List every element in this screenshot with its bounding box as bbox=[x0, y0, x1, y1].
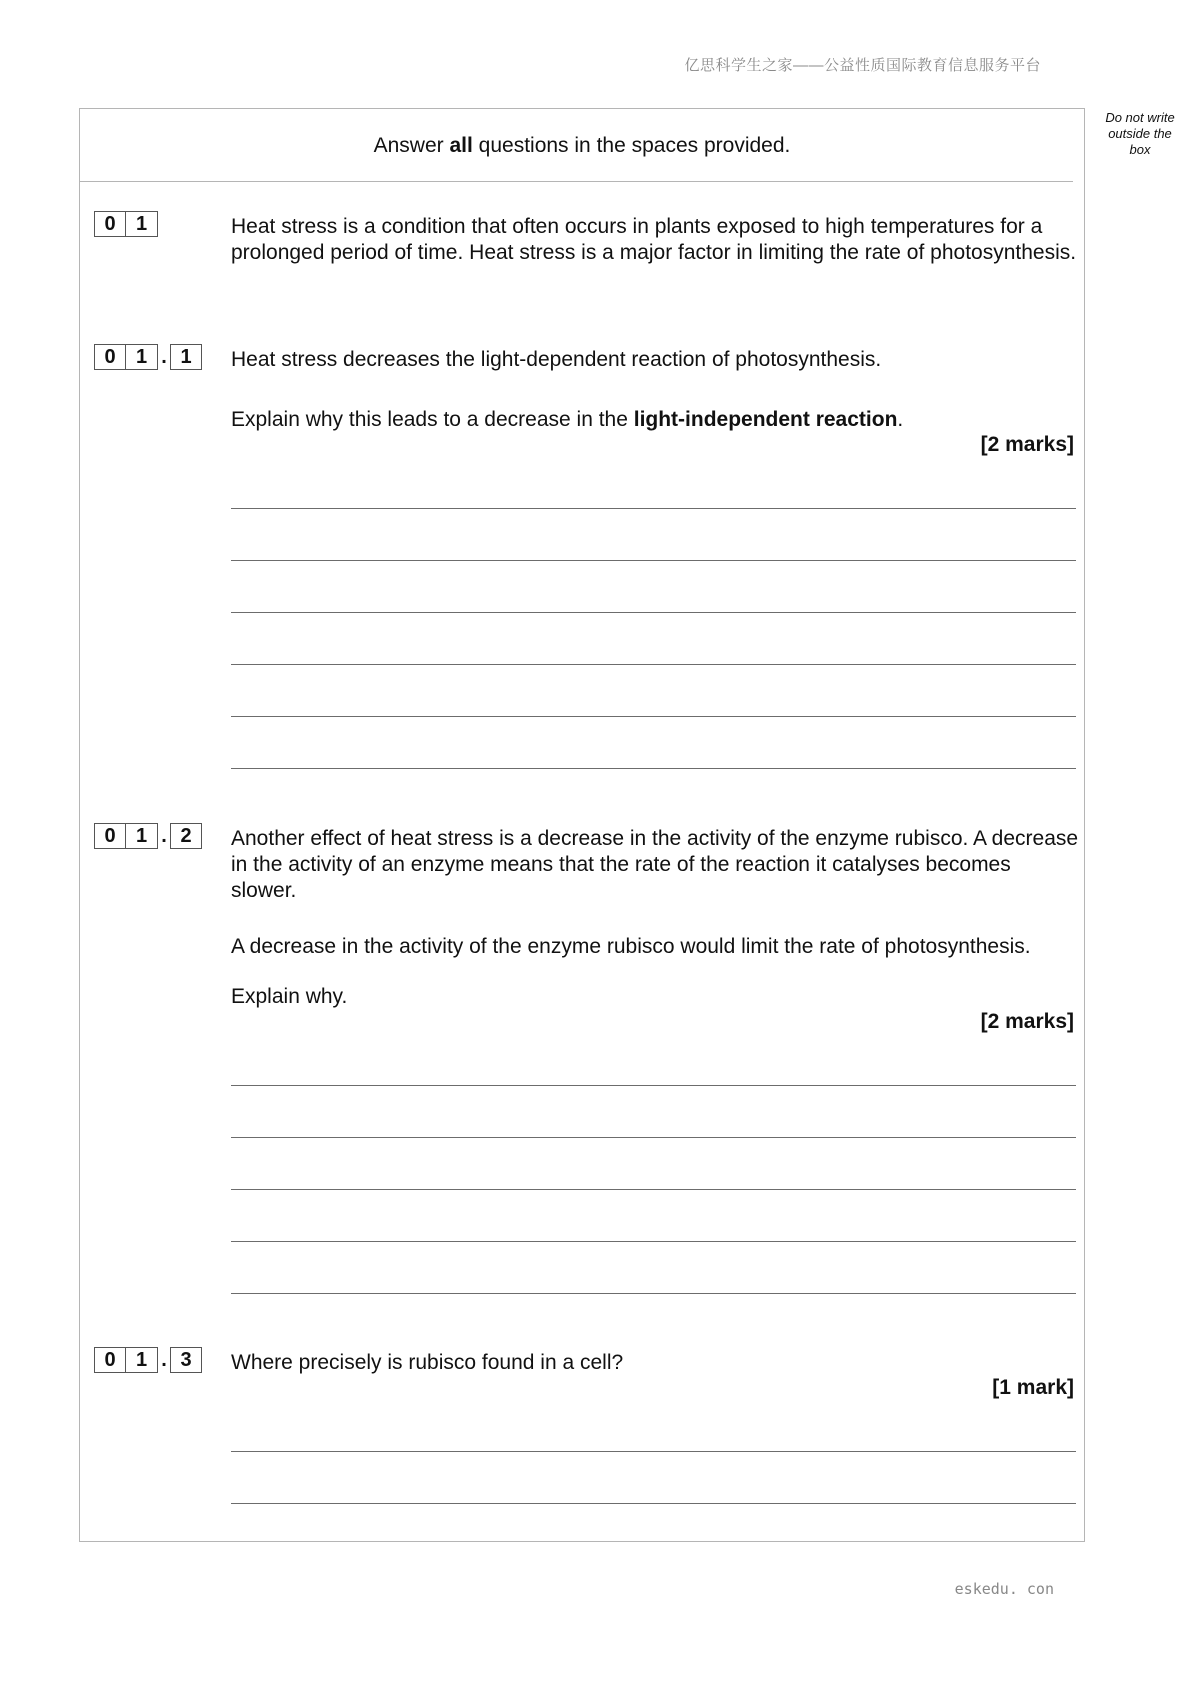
answer-line[interactable] bbox=[231, 1503, 1076, 1504]
answer-line[interactable] bbox=[231, 1293, 1076, 1294]
question-digit: 0 bbox=[94, 823, 126, 849]
instruction-post: questions in the spaces provided. bbox=[472, 134, 791, 157]
question-digit: 0 bbox=[94, 211, 126, 237]
answer-line[interactable] bbox=[231, 1451, 1076, 1452]
question-01-2-prompt: Explain why. bbox=[231, 985, 348, 1008]
question-digit: 1 bbox=[126, 344, 158, 370]
answer-line[interactable] bbox=[231, 1085, 1076, 1086]
prompt-post: . bbox=[897, 408, 904, 431]
question-digit: 2 bbox=[170, 823, 202, 849]
margin-note-line: box bbox=[1129, 142, 1151, 157]
margin-note-line: outside the bbox=[1108, 126, 1172, 141]
instruction-pre: Answer bbox=[373, 134, 450, 157]
prompt-bold: light-independent reaction bbox=[633, 408, 898, 431]
margin-note-line: Do not write bbox=[1105, 110, 1175, 125]
question-digit: 1 bbox=[126, 211, 158, 237]
question-number-01 bbox=[94, 211, 158, 237]
answer-line[interactable] bbox=[231, 716, 1076, 717]
answer-line[interactable] bbox=[231, 560, 1076, 561]
answer-line[interactable] bbox=[231, 1241, 1076, 1242]
answer-line[interactable] bbox=[231, 1137, 1076, 1138]
question-number-01-1 bbox=[94, 344, 202, 370]
question-01-2-text: Another effect of heat stress is a decrease in the activity of the enzyme rubisco. A decrease in the activity of an enzyme means that the rate of the reaction it catalyses becomes slower. bbox=[231, 827, 1079, 902]
question-01-1-prompt bbox=[231, 407, 1081, 433]
answer-line[interactable] bbox=[231, 508, 1076, 509]
question-digit: 0 bbox=[94, 1347, 126, 1373]
question-01-text: Heat stress is a condition that often occurs in plants exposed to high temperatures for a prolonged period of time. Heat stress is a major factor in limiting the rate of photosynthesis. bbox=[231, 215, 1077, 264]
instruction bbox=[79, 123, 1085, 183]
question-01-1-text: Heat stress decreases the light-dependent reaction of photosynthesis. bbox=[231, 348, 882, 371]
question-number-01-2 bbox=[94, 823, 202, 849]
question-digit: 3 bbox=[170, 1347, 202, 1373]
question-digit: 0 bbox=[94, 344, 126, 370]
margin-note bbox=[1094, 110, 1186, 158]
question-01-1-marks: [2 marks] bbox=[980, 433, 1074, 456]
header-site-note: 亿思科学生之家——公益性质国际教育信息服务平台 bbox=[684, 57, 1041, 74]
answer-line[interactable] bbox=[231, 612, 1076, 613]
question-dot: . bbox=[161, 824, 167, 847]
question-dot: . bbox=[161, 345, 167, 368]
footer-site: eskedu. con bbox=[954, 1580, 1054, 1598]
prompt-pre: Explain why this leads to a decrease in the bbox=[231, 408, 634, 431]
question-digit: 1 bbox=[170, 344, 202, 370]
question-01-3-marks: [1 mark] bbox=[992, 1376, 1074, 1399]
question-digit: 1 bbox=[126, 823, 158, 849]
question-01-3-text: Where precisely is rubisco found in a cell? bbox=[231, 1351, 624, 1374]
answer-line[interactable] bbox=[231, 664, 1076, 665]
instruction-bold: all bbox=[449, 134, 473, 157]
question-digit: 1 bbox=[126, 1347, 158, 1373]
question-01-2-marks: [2 marks] bbox=[980, 1010, 1074, 1033]
answer-frame bbox=[79, 108, 1085, 1542]
question-01-2-statement: A decrease in the activity of the enzyme rubisco would limit the rate of photosynthesis. bbox=[231, 935, 1031, 958]
instruction-divider bbox=[79, 181, 1073, 182]
question-number-01-3 bbox=[94, 1347, 202, 1373]
question-dot: . bbox=[161, 1348, 167, 1371]
answer-line[interactable] bbox=[231, 1189, 1076, 1190]
answer-line[interactable] bbox=[231, 768, 1076, 769]
